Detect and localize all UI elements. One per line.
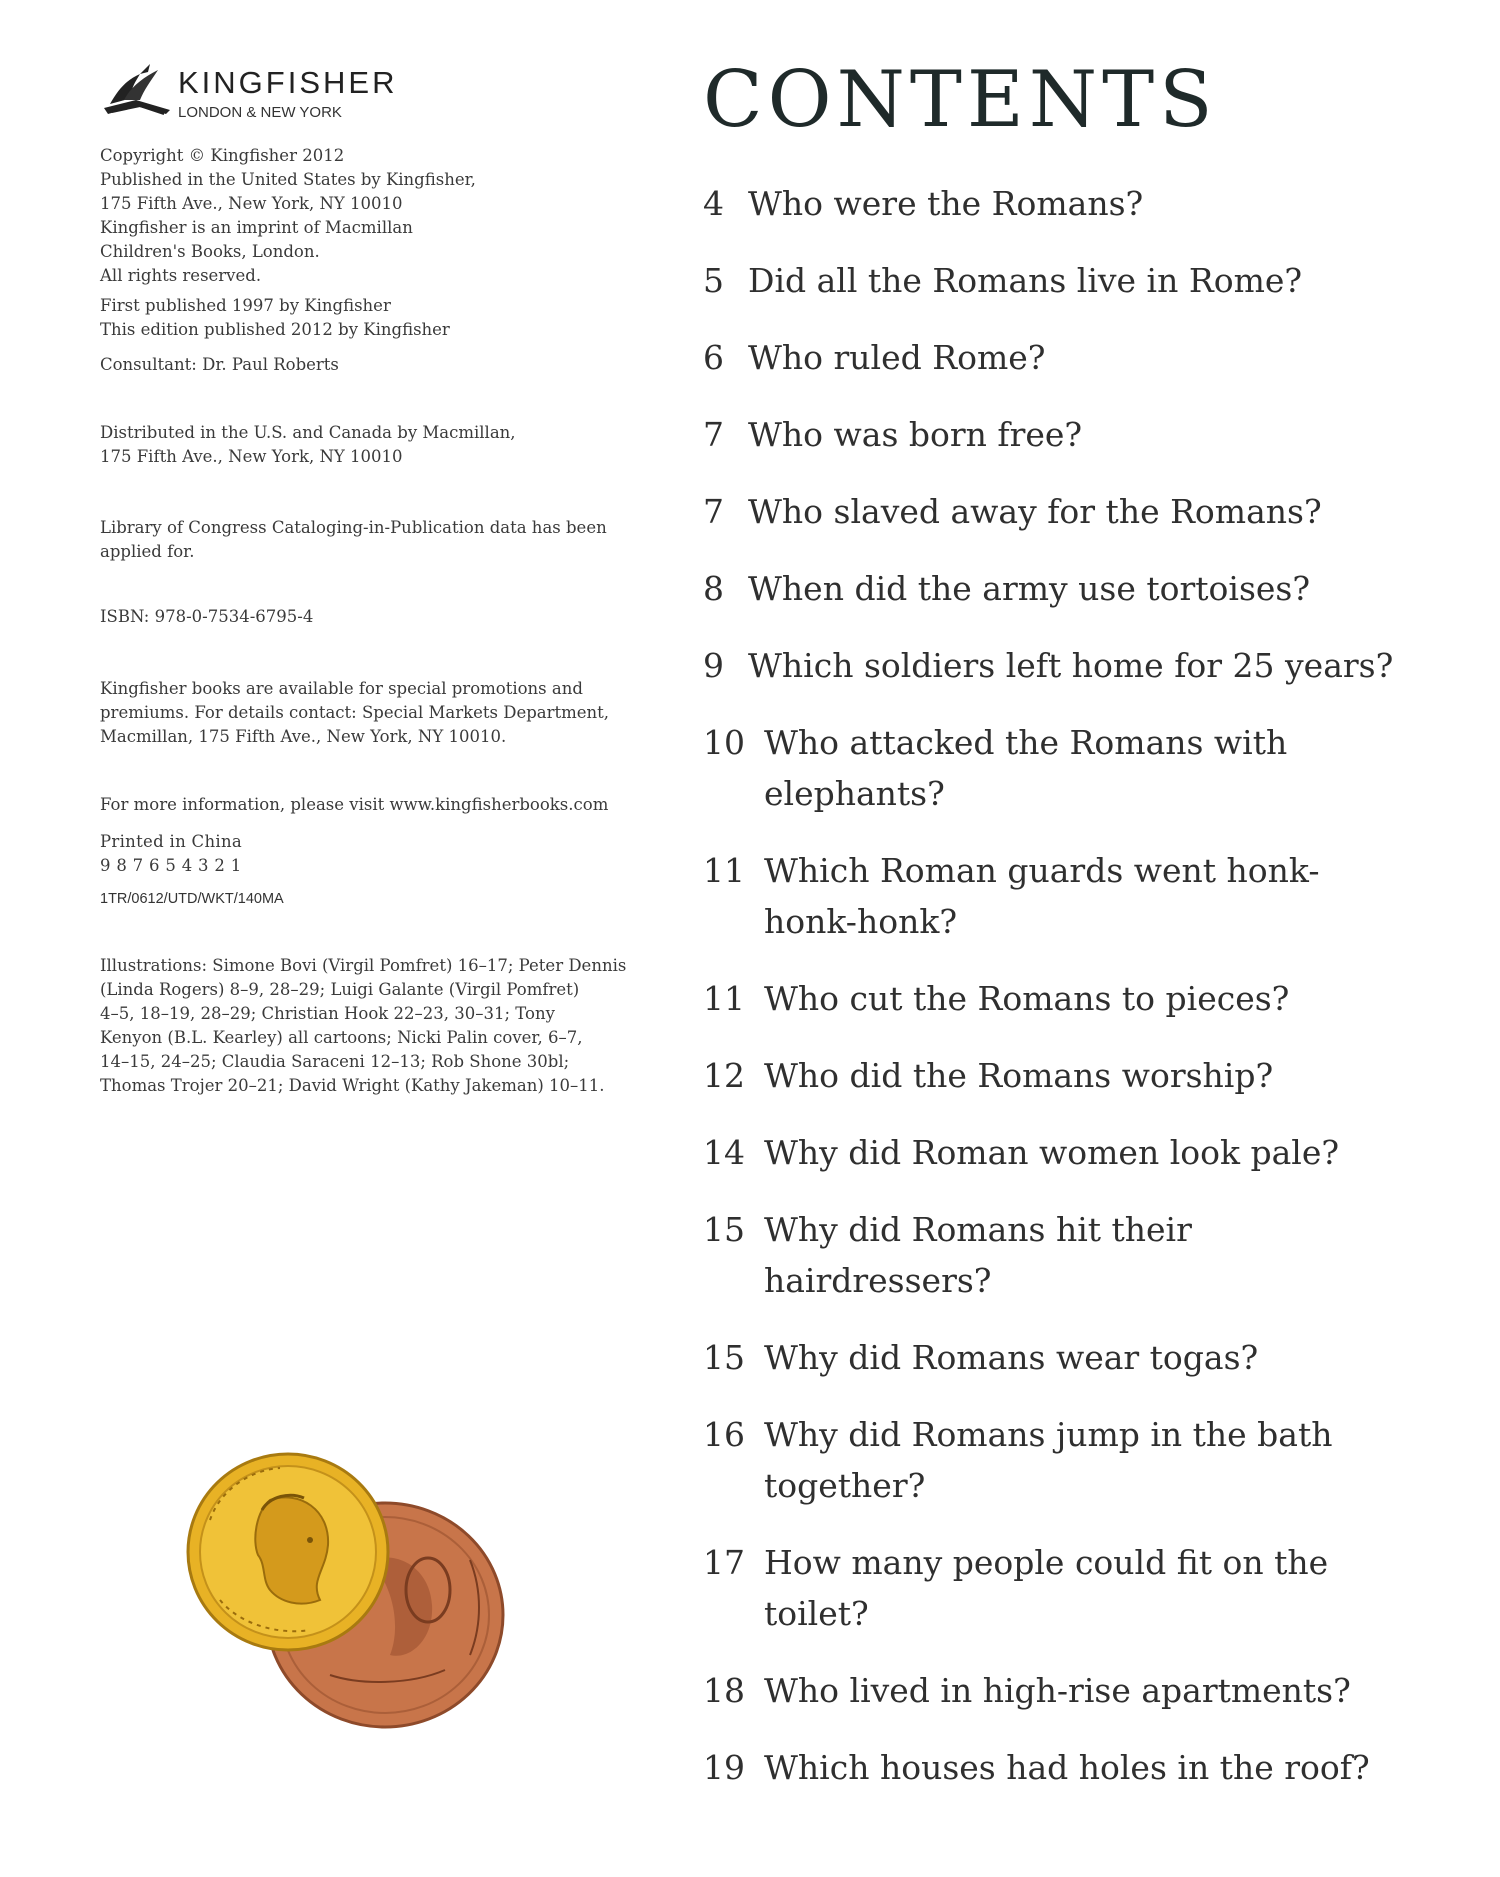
toc-page-number: 6	[703, 338, 724, 377]
toc-entry	[703, 1332, 1403, 1383]
toc-title: When did the army use tortoises?	[748, 569, 1311, 608]
toc-title: Who slaved away for the Romans?	[748, 492, 1322, 531]
toc-page-number: 7	[703, 492, 724, 531]
isbn: ISBN: 978-0-7534-6795-4	[100, 607, 314, 626]
toc-title: Did all the Romans live in Rome?	[748, 261, 1303, 300]
roman-coins-icon	[170, 1440, 510, 1740]
toc-entry	[703, 973, 1403, 1024]
toc-page-number: 4	[703, 184, 724, 223]
website-info: For more information, please visit www.kingfisherbooks.com	[100, 795, 609, 814]
contents-list	[703, 178, 1403, 1819]
toc-title: Who were the Romans?	[748, 184, 1144, 223]
publisher-logo	[100, 60, 660, 130]
kingfisher-bird-icon	[100, 60, 174, 120]
toc-entry	[703, 178, 1403, 229]
toc-page-number: 15	[703, 1338, 745, 1377]
publication-history: First published 1997 by Kingfisher This edition published 2012 by Kingfisher	[100, 296, 450, 339]
toc-title: Why did Roman women look pale?	[764, 1133, 1340, 1172]
toc-title: How many people could fit on the toilet?	[764, 1543, 1329, 1633]
toc-entry	[703, 1127, 1403, 1178]
toc-page-number: 15	[703, 1210, 745, 1249]
toc-entry	[703, 1050, 1403, 1101]
toc-page-number: 14	[703, 1133, 745, 1172]
toc-page-number: 11	[703, 979, 745, 1018]
toc-entry	[703, 1537, 1403, 1639]
print-code: 1TR/0612/UTD/WKT/140MA	[100, 891, 284, 907]
toc-entry	[703, 640, 1403, 691]
toc-title: Why did Romans hit their hairdressers?	[764, 1210, 1192, 1300]
consultant-credit: Consultant: Dr. Paul Roberts	[100, 355, 339, 374]
toc-entry	[703, 845, 1403, 947]
toc-page-number: 18	[703, 1671, 745, 1710]
toc-title: Who cut the Romans to pieces?	[764, 979, 1290, 1018]
contents-heading: CONTENTS	[703, 55, 1218, 145]
toc-entry	[703, 1204, 1403, 1306]
toc-page-number: 10	[703, 723, 745, 762]
library-of-congress-notice: Library of Congress Cataloging-in-Publication data has been applied for.	[100, 518, 607, 561]
toc-page-number: 9	[703, 646, 724, 685]
toc-entry	[703, 1665, 1403, 1716]
distribution-notice: Distributed in the U.S. and Canada by Macmillan, 175 Fifth Ave., New York, NY 10010	[100, 423, 516, 466]
toc-title: Who ruled Rome?	[748, 338, 1046, 377]
toc-page-number: 16	[703, 1415, 745, 1454]
toc-page-number: 8	[703, 569, 724, 608]
special-markets-notice: Kingfisher books are available for special promotions and premiums. For details contact: Special Markets Department, Macmillan, 175 Fifth Ave., New York, NY 10010.	[100, 679, 610, 746]
toc-title: Why did Romans wear togas?	[764, 1338, 1259, 1377]
toc-page-number: 11	[703, 851, 745, 890]
publisher-cities: LONDON & NEW YORK	[178, 104, 342, 121]
toc-title: Who did the Romans worship?	[764, 1056, 1274, 1095]
toc-title: Which houses had holes in the roof?	[764, 1748, 1370, 1787]
toc-title: Who attacked the Romans with elephants?	[764, 723, 1288, 813]
toc-title: Which soldiers left home for 25 years?	[748, 646, 1394, 685]
toc-entry	[703, 1409, 1403, 1511]
toc-entry	[703, 717, 1403, 819]
toc-entry	[703, 332, 1403, 383]
toc-title: Which Roman guards went honk-honk-honk?	[764, 851, 1320, 941]
toc-entry	[703, 409, 1403, 460]
copyright-notice: Copyright © Kingfisher 2012 Published in the United States by Kingfisher, 175 Fifth Ave., New York, NY 10010 Kingfisher is an imprint of Macmillan Children's Books, London. All rights reserved.	[100, 146, 476, 285]
toc-page-number: 19	[703, 1748, 745, 1787]
toc-entry	[703, 563, 1403, 614]
toc-title: Who lived in high-rise apartments?	[764, 1671, 1351, 1710]
toc-entry	[703, 486, 1403, 537]
toc-page-number: 7	[703, 415, 724, 454]
toc-page-number: 12	[703, 1056, 745, 1095]
toc-entry	[703, 1742, 1403, 1793]
publisher-name: KINGFISHER	[178, 65, 398, 100]
toc-entry	[703, 255, 1403, 306]
toc-page-number: 5	[703, 261, 724, 300]
imprint-column	[100, 60, 660, 1095]
printing-info: Printed in China 9 8 7 6 5 4 3 2 1	[100, 832, 243, 875]
toc-title: Why did Romans jump in the bath together?	[764, 1415, 1333, 1505]
illustration-credits: Illustrations: Simone Bovi (Virgil Pomfret) 16–17; Peter Dennis (Linda Rogers) 8–9, 28–29; Luigi Galante (Virgil Pomfret) 4–5, 18–19, 28–29; Christian Hook 22–23, 30–31; Tony Kenyon (B.L. Kearley) all cartoons; Nicki Palin cover, 6–7, 14–15, 24–25; Claudia Saraceni 12–13; Rob Shone 30bl; Thomas Trojer 20–21; David Wright (Kathy Jakeman) 10–11.	[100, 956, 627, 1095]
toc-page-number: 17	[703, 1543, 745, 1582]
toc-title: Who was born free?	[748, 415, 1083, 454]
